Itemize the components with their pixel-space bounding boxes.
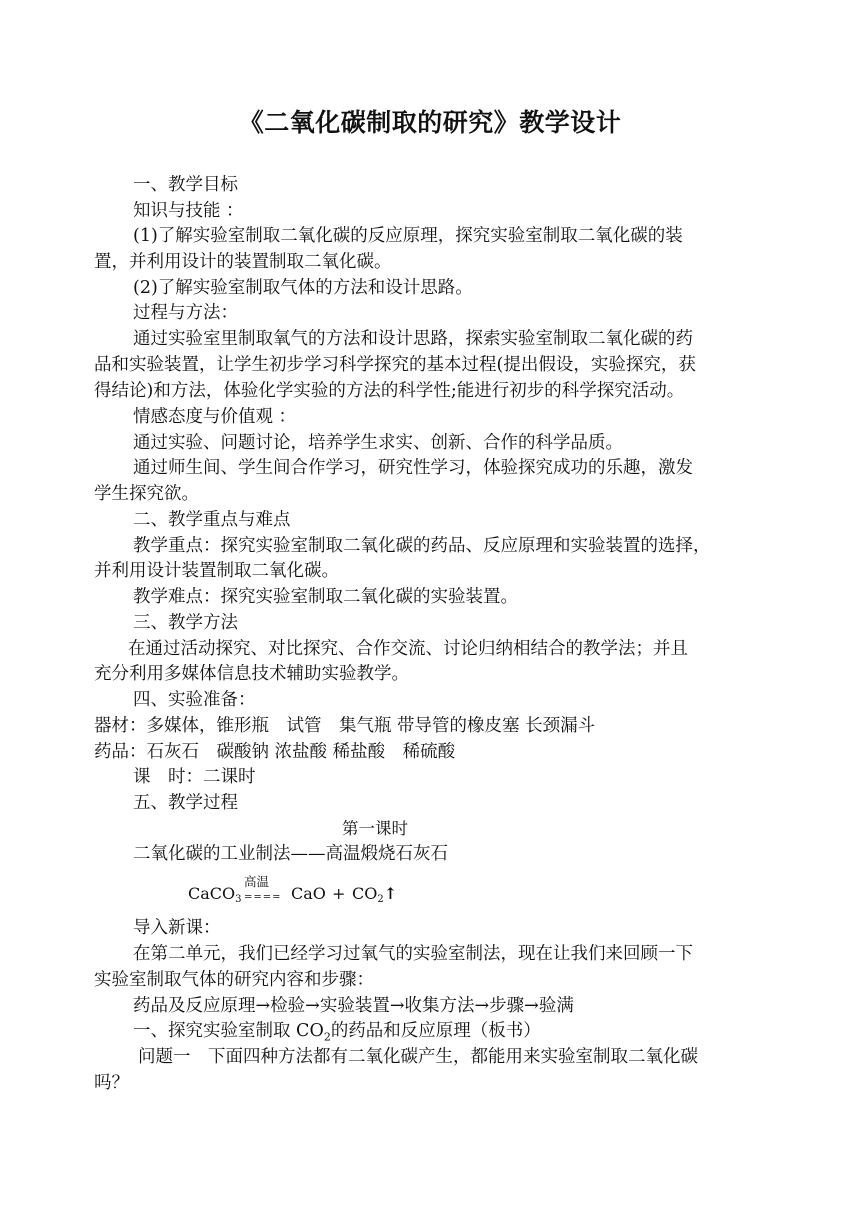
paragraph-line: 二氧化碳的工业制法——高温煅烧石灰石 [133,844,448,864]
subheading: 知识与技能 ： [133,201,244,221]
paragraph-line: 并利用设计装置制取二氧化碳。 [94,561,339,581]
paragraph-line: (2)了解实验室制取气体的方法和设计思路。 [133,278,473,298]
paragraph-line: 在第二单元，我们已经学习过氧气的实验室制法，现在让我们来回顾一下 [133,944,693,964]
paragraph-line: (1)了解实验室制取二氧化碳的反应原理，探究实验室制取二氧化碳的装 [133,226,683,246]
class-hours: 课 时：二课时 [133,767,256,787]
section-heading: 一、探究实验室制取 $CO_2$的药品和反应原理（板书） [133,1021,541,1044]
reagent-list: 药品：石灰石 碳酸钠 浓盐酸 稀盐酸 稀硫酸 [94,742,456,762]
product-formula: CaO [291,884,326,903]
paragraph-line: 教学难点：探究实验室制取二氧化碳的实验装置。 [133,587,518,607]
paragraph-line: 得结论)和方法，体验化学实验的方法的科学性;能进行初步的科学探究活动。 [94,381,685,401]
paragraph-line: 药品及反应原理→检验→实验装置→收集方法→步骤→验满 [133,996,574,1016]
paragraph-line: 品和实验装置，让学生初步学习科学探究的基本过程(提出假设，实验探究，获 [94,355,696,375]
section-heading: 二、教学重点与难点 [133,510,291,530]
paragraph-line: 在通过活动探究、对比探究、合作交流、讨论归纳相结合的教学法；并且 [128,639,688,659]
paragraph-line: 充分利用多媒体信息技术辅助实验教学。 [94,664,409,684]
equipment-list: 器材：多媒体，锥形瓶 试管 集气瓶 带导管的橡皮塞 长颈漏斗 [94,716,596,736]
paragraph-line: 置，并利用设计的装置制取二氧化碳。 [94,252,392,272]
paragraph-line: 通过实验室里制取氧气的方法和设计思路，探索实验室制取二氧化碳的药 [133,329,693,349]
paragraph-line: 教学重点：探究实验室制取二氧化碳的药品、反应原理和实验装置的选择， [133,536,711,556]
section-heading: 一、教学目标 [133,175,238,195]
document-title: 《二氧化碳制取的研究》教学设计 [238,108,622,137]
paragraph-line: 吗？ [94,1073,129,1093]
gas-arrow-icon: ↑ [383,884,398,903]
subheading: 过程与方法： [133,303,238,323]
lesson-heading: 第一课时 [342,819,408,838]
subheading: 导入新课： [133,918,221,938]
reactant-formula: CaCO$_3$ [188,884,242,905]
paragraph-line: 通过师生间、学生间合作学习，研究性学习，体验探究成功的乐趣，激发 [133,458,693,478]
section-heading: 四、实验准备： [133,690,256,710]
section-heading: 三、教学方法 [133,613,238,633]
paragraph-line: 通过实验、问题讨论，培养学生求实、创新、合作的科学品质。 [133,433,623,453]
section-heading: 五、教学过程 [133,793,238,813]
paragraph-line: 问题一 下面四种方法都有二氧化碳产生，都能用来实验室制取二氧化碳 [138,1047,698,1067]
plus-sign: + [332,884,346,903]
paragraph-line: 学生探究欲。 [94,484,199,504]
reaction-condition: 高温 [244,874,270,889]
paragraph-line: 实验室制取气体的研究内容和步骤： [94,970,374,990]
product-formula: $CO_2↑$ [352,884,398,905]
subheading: 情感态度与价值观 ： [133,407,297,427]
equals-sign: ==== [244,892,282,903]
